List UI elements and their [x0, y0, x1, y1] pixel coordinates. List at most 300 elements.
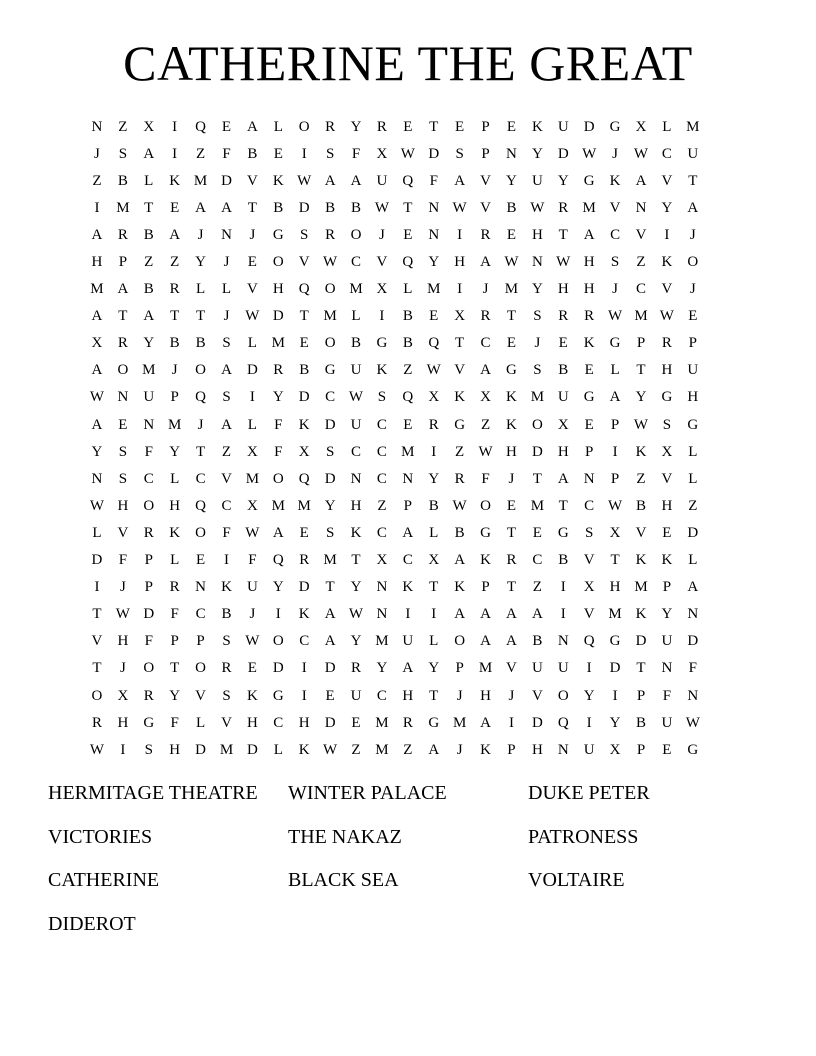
word-list-item: BLACK SEA [288, 869, 399, 892]
grid-letter: A [195, 199, 206, 216]
grid-letter: J [456, 687, 463, 704]
grid-letter: E [688, 308, 698, 325]
grid-letter: T [506, 579, 517, 596]
grid-letter: M [478, 660, 493, 677]
grid-letter: C [480, 335, 491, 352]
grid-letter: R [169, 281, 180, 298]
grid-letter: D [221, 172, 232, 189]
grid-letter: H [583, 254, 595, 271]
word-list-item: PATRONESS [528, 825, 639, 848]
grid-letter: L [688, 470, 698, 487]
grid-letter: B [299, 362, 310, 379]
grid-letter: N [428, 199, 440, 216]
grid-letter: I [664, 226, 670, 243]
grid-letter: E [429, 308, 439, 325]
grid-letter: C [143, 470, 154, 487]
grid-letter: R [325, 226, 336, 243]
grid-letter: X [609, 741, 621, 758]
grid-letter: M [142, 362, 156, 379]
grid-letter: P [481, 579, 490, 596]
grid-letter: Y [531, 145, 543, 162]
grid-row [84, 330, 732, 357]
grid-letter: D [583, 118, 595, 135]
grid-letter: N [635, 199, 647, 216]
grid-letter: O [272, 633, 284, 650]
grid-letter: N [687, 606, 699, 623]
grid-letter: W [452, 199, 467, 216]
grid-letter: I [560, 606, 566, 623]
grid-letter: D [143, 606, 155, 623]
grid-letter: Z [170, 254, 180, 271]
grid-letter: E [403, 226, 413, 243]
grid-letter: B [169, 335, 180, 352]
grid-letter: I [275, 606, 281, 623]
grid-letter: H [117, 714, 129, 731]
grid-letter: K [609, 172, 621, 189]
grid-letter: S [325, 524, 335, 541]
grid-letter: E [532, 524, 542, 541]
grid-letter: K [661, 254, 673, 271]
grid-letter: W [245, 633, 260, 650]
grid-letter: C [195, 606, 206, 623]
grid-letter: I [301, 660, 307, 677]
grid-letter: A [402, 660, 414, 677]
word-list-item: DUKE PETER [528, 782, 650, 804]
grid-letter: H [454, 254, 466, 271]
grid-letter: A [506, 606, 517, 623]
grid-letter: P [636, 335, 646, 352]
grid-letter: L [170, 470, 180, 487]
grid-letter: N [117, 389, 129, 406]
grid-letter: Y [350, 633, 362, 650]
grid-row [84, 438, 732, 465]
grid-letter: C [376, 687, 387, 704]
grid-letter: D [324, 470, 336, 487]
grid-letter: B [195, 335, 206, 352]
grid-letter: J [456, 741, 463, 758]
grid-letter: R [558, 308, 569, 325]
grid-letter: G [609, 335, 621, 352]
grid-letter: K [454, 579, 466, 596]
grid-letter: J [171, 362, 178, 379]
grid-letter: K [350, 524, 362, 541]
grid-letter: W [323, 741, 338, 758]
grid-letter: Q [195, 118, 206, 135]
grid-letter: A [428, 741, 440, 758]
grid-letter: V [480, 199, 491, 216]
grid-letter: T [636, 660, 646, 677]
grid-letter: A [635, 172, 647, 189]
grid-letter: D [246, 362, 258, 379]
grid-letter: T [144, 199, 154, 216]
grid-letter: V [91, 633, 103, 650]
grid-letter: I [301, 145, 307, 162]
grid-letter: S [662, 416, 672, 433]
grid-letter: G [480, 524, 491, 541]
grid-letter: W [659, 308, 674, 325]
grid-row [84, 492, 732, 519]
grid-letter: Z [144, 254, 154, 271]
grid-letter: M [634, 308, 648, 325]
grid-letter: A [169, 226, 181, 243]
grid-letter: E [403, 118, 413, 135]
grid-letter: Y [635, 389, 647, 406]
grid-letter: L [273, 741, 283, 758]
grid-letter: F [274, 416, 283, 433]
grid-letter: E [662, 741, 672, 758]
grid-letter: X [428, 552, 440, 569]
grid-letter: H [557, 281, 569, 298]
grid-letter: J [119, 579, 126, 596]
grid-letter: T [170, 660, 180, 677]
grid-letter: A [687, 199, 699, 216]
grid-letter: U [531, 660, 543, 677]
grid-letter: M [323, 308, 337, 325]
grid-letter: X [246, 497, 258, 514]
grid-letter: K [583, 335, 595, 352]
grid-letter: K [246, 687, 258, 704]
grid-letter: D [557, 145, 569, 162]
grid-letter: F [170, 606, 179, 623]
grid-letter: I [405, 606, 411, 623]
grid-letter: B [635, 497, 646, 514]
grid-row [84, 574, 732, 601]
grid-letter: G [583, 389, 595, 406]
grid-letter: E [584, 416, 594, 433]
grid-letter: M [193, 172, 208, 189]
grid-letter: S [118, 443, 128, 460]
grid-letter: B [143, 226, 154, 243]
grid-letter: C [351, 254, 362, 271]
grid-letter: R [506, 552, 517, 569]
grid-letter: X [376, 552, 388, 569]
grid-letter: L [92, 524, 102, 541]
grid-row [84, 519, 732, 546]
grid-letter: W [323, 254, 338, 271]
grid-letter: H [169, 497, 181, 514]
grid-letter: O [687, 254, 699, 271]
grid-letter: T [170, 308, 180, 325]
grid-letter: N [143, 416, 155, 433]
grid-letter: N [428, 226, 440, 243]
grid-letter: N [376, 579, 388, 596]
grid-letter: V [298, 254, 310, 271]
grid-letter: U [583, 741, 595, 758]
grid-letter: O [454, 633, 466, 650]
word-list-item: WINTER PALACE [288, 782, 447, 804]
grid-letter: U [376, 172, 388, 189]
grid-row [84, 655, 732, 682]
grid-letter: T [351, 552, 361, 569]
grid-letter: W [348, 389, 364, 406]
grid-letter: W [348, 606, 364, 623]
grid-letter: C [376, 416, 387, 433]
grid-letter: H [661, 362, 673, 379]
grid-letter: E [584, 362, 594, 379]
grid-letter: B [143, 281, 154, 298]
grid-letter: X [635, 118, 647, 135]
letter-grid [84, 113, 732, 763]
grid-letter: D [246, 741, 258, 758]
grid-letter: A [480, 254, 491, 271]
grid-letter: F [118, 552, 128, 569]
grid-letter: W [685, 714, 700, 731]
grid-letter: B [532, 633, 543, 650]
grid-letter: F [429, 172, 438, 189]
grid-letter: W [89, 497, 105, 514]
grid-letter: Y [324, 497, 336, 514]
grid-letter: D [324, 660, 336, 677]
grid-letter: C [402, 552, 413, 569]
grid-letter: I [120, 741, 126, 758]
grid-letter: F [170, 714, 179, 731]
grid-letter: Y [428, 254, 440, 271]
grid-letter: M [116, 199, 130, 216]
grid-letter: U [557, 389, 569, 406]
grid-letter: U [661, 633, 673, 650]
grid-letter: T [636, 362, 646, 379]
word-list-item: VICTORIES [48, 825, 153, 848]
grid-letter: X [480, 389, 491, 406]
grid-letter: V [246, 172, 258, 189]
grid-letter: Q [402, 389, 414, 406]
grid-letter: S [300, 226, 309, 243]
grid-letter: N [402, 470, 414, 487]
grid-letter: H [609, 579, 621, 596]
grid-letter: M [375, 714, 389, 731]
grid-letter: M [530, 389, 545, 406]
grid-letter: P [403, 497, 412, 514]
grid-letter: D [298, 579, 310, 596]
grid-letter: B [117, 172, 128, 189]
grid-letter: E [221, 118, 232, 135]
grid-letter: J [223, 254, 230, 271]
grid-letter: H [661, 497, 673, 514]
grid-letter: J [197, 416, 204, 433]
grid-row [84, 113, 732, 140]
grid-letter: L [688, 443, 698, 460]
grid-letter: O [480, 497, 491, 514]
grid-letter: B [402, 308, 413, 325]
grid-letter: W [530, 199, 545, 216]
grid-letter: A [402, 524, 414, 541]
grid-letter: L [662, 118, 672, 135]
grid-letter: Y [376, 660, 388, 677]
grid-letter: S [222, 633, 231, 650]
grid-letter: B [428, 497, 439, 514]
grid-letter: O [272, 254, 284, 271]
grid-letter: X [428, 389, 440, 406]
grid-letter: F [144, 633, 153, 650]
grid-letter: Y [506, 172, 517, 189]
grid-letter: A [272, 524, 284, 541]
grid-letter: W [426, 362, 441, 379]
grid-letter: F [274, 443, 283, 460]
grid-letter: H [246, 714, 258, 731]
grid-letter: K [480, 741, 491, 758]
grid-letter: X [661, 443, 673, 460]
grid-letter: J [508, 687, 515, 704]
grid-letter: M [608, 606, 622, 623]
grid-letter: B [351, 335, 362, 352]
grid-letter: T [455, 335, 465, 352]
grid-letter: Z [403, 362, 413, 379]
grid-letter: J [119, 660, 126, 677]
grid-letter: Z [403, 741, 413, 758]
grid-letter: A [609, 389, 621, 406]
grid-letter: N [583, 470, 595, 487]
grid-letter: U [557, 118, 569, 135]
grid-letter: H [506, 443, 517, 460]
grid-letter: H [350, 497, 362, 514]
grid-letter: B [221, 606, 232, 623]
grid-letter: W [504, 254, 519, 271]
grid-letter: D [324, 714, 336, 731]
grid-letter: T [247, 199, 257, 216]
grid-letter: C [221, 497, 232, 514]
grid-letter: R [117, 335, 128, 352]
grid-letter: M [219, 741, 234, 758]
grid-letter: H [557, 443, 569, 460]
grid-letter: B [247, 145, 258, 162]
grid-letter: G [324, 362, 336, 379]
grid-letter: P [144, 552, 153, 569]
grid-letter: P [118, 254, 128, 271]
grid-letter: T [429, 579, 439, 596]
grid-letter: P [688, 335, 697, 352]
grid-letter: C [376, 443, 387, 460]
grid-letter: A [246, 118, 258, 135]
grid-letter: H [583, 281, 595, 298]
page-title: CATHERINE THE GREAT [123, 35, 693, 91]
grid-letter: S [325, 145, 335, 162]
grid-letter: X [376, 281, 388, 298]
grid-letter: I [612, 687, 618, 704]
grid-letter: P [507, 741, 516, 758]
grid-row [84, 465, 732, 492]
grid-letter: Y [143, 335, 155, 352]
grid-letter: C [610, 226, 621, 243]
grid-letter: J [689, 281, 696, 298]
grid-letter: R [661, 335, 672, 352]
grid-letter: E [455, 118, 465, 135]
grid-letter: M [375, 633, 389, 650]
grid-letter: A [557, 470, 569, 487]
grid-letter: N [557, 741, 569, 758]
grid-letter: Y [661, 199, 673, 216]
grid-letter: A [480, 633, 491, 650]
grid-letter: M [90, 281, 104, 298]
grid-letter: G [609, 633, 621, 650]
grid-letter: A [350, 172, 362, 189]
grid-letter: T [506, 524, 517, 541]
grid-letter: P [636, 687, 646, 704]
grid-letter: A [531, 606, 543, 623]
grid-letter: M [427, 281, 441, 298]
grid-letter: I [94, 199, 100, 216]
grid-letter: S [325, 443, 335, 460]
grid-letter: D [272, 660, 284, 677]
grid-letter: V [117, 524, 129, 541]
grid-letter: R [273, 362, 284, 379]
grid-letter: G [272, 687, 284, 704]
grid-letter: A [480, 714, 491, 731]
grid-letter: P [196, 633, 205, 650]
grid-letter: S [222, 335, 231, 352]
grid-letter: Y [91, 443, 103, 460]
grid-letter: A [506, 633, 517, 650]
grid-letter: Q [298, 281, 310, 298]
grid-letter: V [635, 226, 647, 243]
grid-letter: D [272, 308, 284, 325]
grid-letter: O [143, 660, 155, 677]
grid-letter: E [558, 335, 568, 352]
grid-letter: J [197, 226, 204, 243]
grid-letter: V [635, 524, 647, 541]
grid-letter: J [534, 335, 541, 352]
grid-letter: A [91, 362, 103, 379]
grid-letter: D [531, 714, 543, 731]
grid-letter: M [168, 416, 182, 433]
grid-letter: J [249, 606, 256, 623]
grid-letter: Q [583, 633, 595, 650]
grid-letter: A [583, 226, 595, 243]
grid-letter: H [169, 741, 181, 758]
grid-row [84, 736, 732, 763]
grid-letter: I [457, 281, 463, 298]
grid-letter: L [403, 281, 413, 298]
grid-letter: V [609, 199, 621, 216]
grid-letter: R [376, 118, 387, 135]
word-list-item: CATHERINE [48, 869, 160, 892]
grid-letter: L [273, 118, 283, 135]
grid-letter: O [117, 362, 129, 379]
grid-letter: K [531, 118, 543, 135]
grid-letter: W [89, 389, 105, 406]
grid-letter: I [586, 714, 592, 731]
grid-letter: U [350, 687, 362, 704]
grid-letter: Z [118, 118, 128, 135]
grid-letter: W [633, 416, 649, 433]
grid-letter: B [402, 335, 413, 352]
grid-letter: M [582, 199, 596, 216]
grid-letter: W [89, 741, 105, 758]
grid-letter: U [402, 633, 414, 650]
grid-letter: L [429, 524, 439, 541]
grid-letter: Y [557, 172, 569, 189]
grid-letter: J [689, 226, 696, 243]
grid-letter: D [195, 741, 206, 758]
grid-row [84, 547, 732, 574]
grid-letter: O [298, 118, 310, 135]
grid-letter: Y [661, 606, 673, 623]
grid-letter: U [246, 579, 258, 596]
grid-letter: G [687, 416, 699, 433]
grid-letter: X [376, 145, 388, 162]
grid-letter: E [506, 497, 517, 514]
grid-letter: E [403, 416, 413, 433]
grid-letter: K [480, 552, 491, 569]
grid-letter: J [94, 145, 100, 162]
grid-letter: Y [428, 660, 440, 677]
grid-letter: I [249, 389, 255, 406]
grid-letter: E [170, 199, 180, 216]
grid-letter: R [480, 226, 491, 243]
grid-letter: S [118, 470, 128, 487]
grid-letter: K [635, 606, 647, 623]
grid-letter: D [609, 660, 621, 677]
grid-letter: Q [402, 254, 414, 271]
